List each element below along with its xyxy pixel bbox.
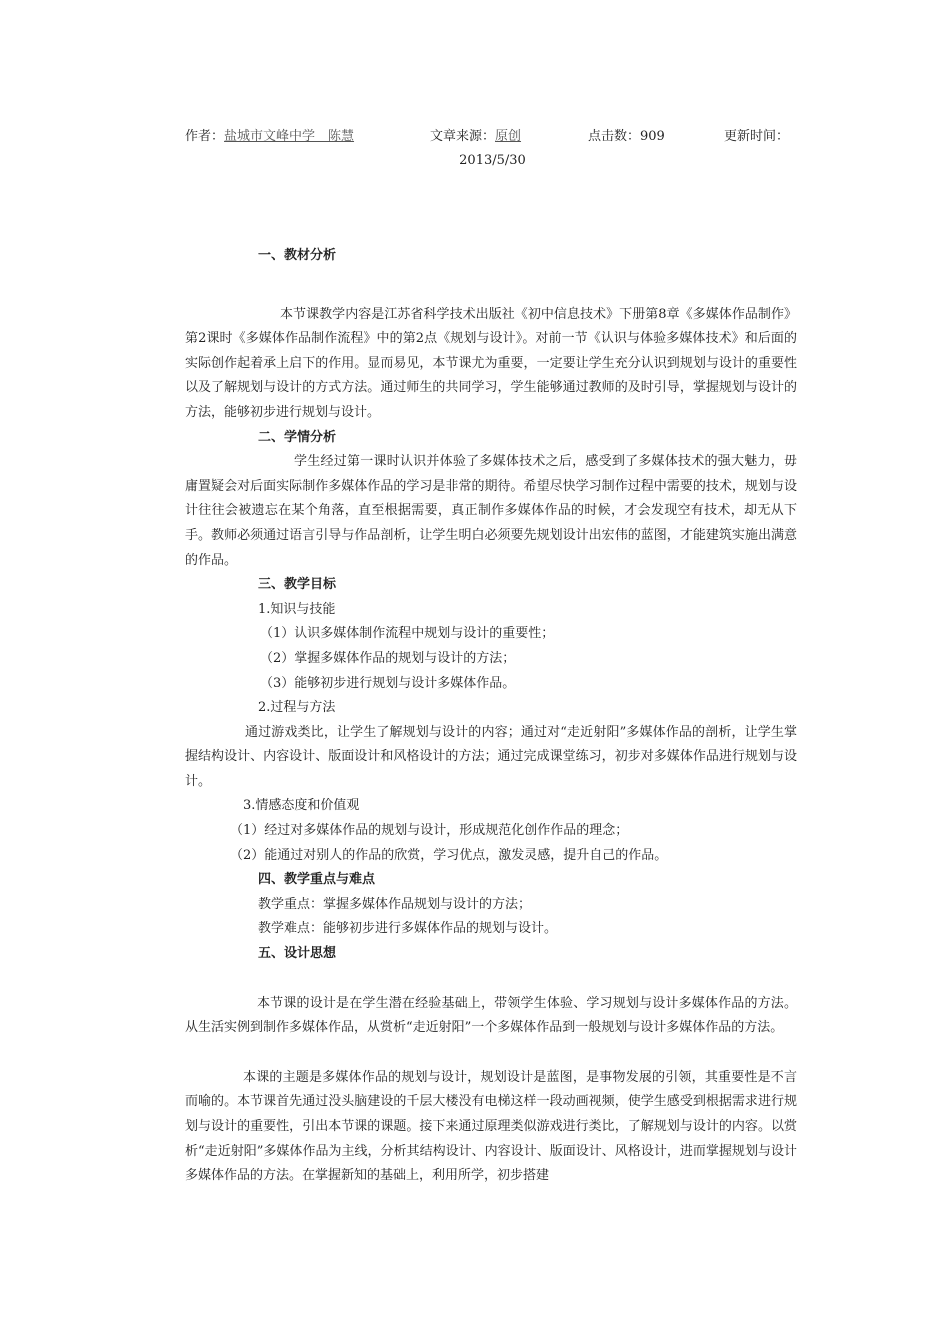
section-heading: 一、教材分析 (258, 248, 337, 263)
section-heading: 二、学情分析 (258, 429, 337, 445)
list-item: （3）能够初步进行规划与设计多媒体作品。 (260, 675, 516, 691)
section-heading: 五、设计思想 (258, 946, 337, 962)
meta-row (185, 127, 800, 146)
clicks-info (588, 127, 665, 146)
source-label: 文章来源： (430, 129, 496, 144)
subheading: 2.过程与方法 (258, 700, 336, 716)
list-item: （1）认识多媒体制作流程中规划与设计的重要性； (260, 626, 555, 642)
clicks-label: 点击数： (588, 129, 641, 144)
paragraph: 教学重点：掌握多媒体作品规划与设计的方法； (258, 896, 532, 912)
subheading: 1.知识与技能 (258, 601, 336, 617)
clicks-count: 909 (640, 129, 665, 144)
source-info (430, 127, 521, 146)
paragraph: 通过游戏类比，让学生了解规划与设计的内容；通过对“走近射阳”多媒体作品的剖析，让学生掌握结构设计、内容设计、版面设计和风格设计的方法；通过完成课堂练习，初步对多媒体作品进行规划与设计。 (185, 724, 797, 789)
author-link[interactable]: 盐城市文峰中学 陈慧 (224, 129, 355, 144)
article-body (185, 244, 797, 1189)
source-link[interactable]: 原创 (495, 129, 522, 144)
author-info (185, 127, 354, 146)
list-item: （2）能通过对别人的作品的欣赏，学习优点，激发灵感，提升自己的作品。 (230, 847, 668, 863)
list-item: （1）经过对多媒体作品的规划与设计，形成规范化创作作品的理念； (230, 823, 629, 839)
paragraph: 本节课教学内容是江苏省科学技术出版社《初中信息技术》下册第8章《多媒体作品制作》第2课时《多媒体作品制作流程》中的第2点《规划与设计》。对前一节《认识与体验多媒体技术》和后面的实际创作起着承上启下的作用。显而易见，本节课尤为重要，一定要让学生充分认识到规划与设计的重要性以及了解规划与设计的方式方法。通过师生的共同学习，学生能够通过教师的及时引导，掌握规划与设计的方法，能够初步进行规划与设计。 (185, 306, 797, 420)
subheading: 3.情感态度和价值观 (243, 798, 360, 814)
paragraph: 学生经过第一课时认识并体验了多媒体技术之后，感受到了多媒体技术的强大魅力，毋庸置疑会对后面实际制作多媒体作品的学习是非常的期待。希望尽快学习制作过程中需要的技术，规划与设计往往会被遗忘在某个角落，直至根据需要，真正制作多媒体作品的时候，才会发现空有技术，却无从下手。教师必须通过语言引导与作品剖析，让学生明白必须要先规划设计出宏伟的蓝图，才能建筑实施出满意的作品。 (185, 454, 797, 568)
updated-date: 2013/5/30 (459, 153, 526, 168)
article-meta (185, 127, 800, 170)
section-heading: 四、教学重点与难点 (258, 872, 376, 888)
paragraph: 本节课的设计是在学生潜在经验基础上，带领学生体验、学习规划与设计多媒体作品的方法。从生活实例到制作多媒体作品，从赏析“走近射阳”一个多媒体作品到一般规划与设计多媒体作品的方法。 (185, 995, 797, 1036)
paragraph: 本课的主题是多媒体作品的规划与设计，规划设计是蓝图，是事物发展的引领，其重要性是不言而喻的。本节课首先通过没头脑建设的千层大楼没有电梯这样一段动画视频，使学生感受到根据需求进行规划与设计的重要性，引出本节课的课题。接下来通过原理类似游戏进行类比，了解规划与设计的内容。以赏析“走近射阳”多媒体作品为主线，分析其结构设计、内容设计、版面设计、风格设计，进而掌握规划与设计多媒体作品的方法。在掌握新知的基础上，利用所学，初步搭建 (185, 1069, 797, 1184)
author-label: 作者： (185, 129, 225, 144)
updated-label: 更新时间： (724, 129, 790, 144)
section-heading: 三、教学目标 (258, 577, 337, 593)
list-item: （2）掌握多媒体作品的规划与设计的方法； (260, 650, 516, 666)
paragraph: 教学难点：能够初步进行多媒体作品的规划与设计。 (258, 921, 558, 937)
